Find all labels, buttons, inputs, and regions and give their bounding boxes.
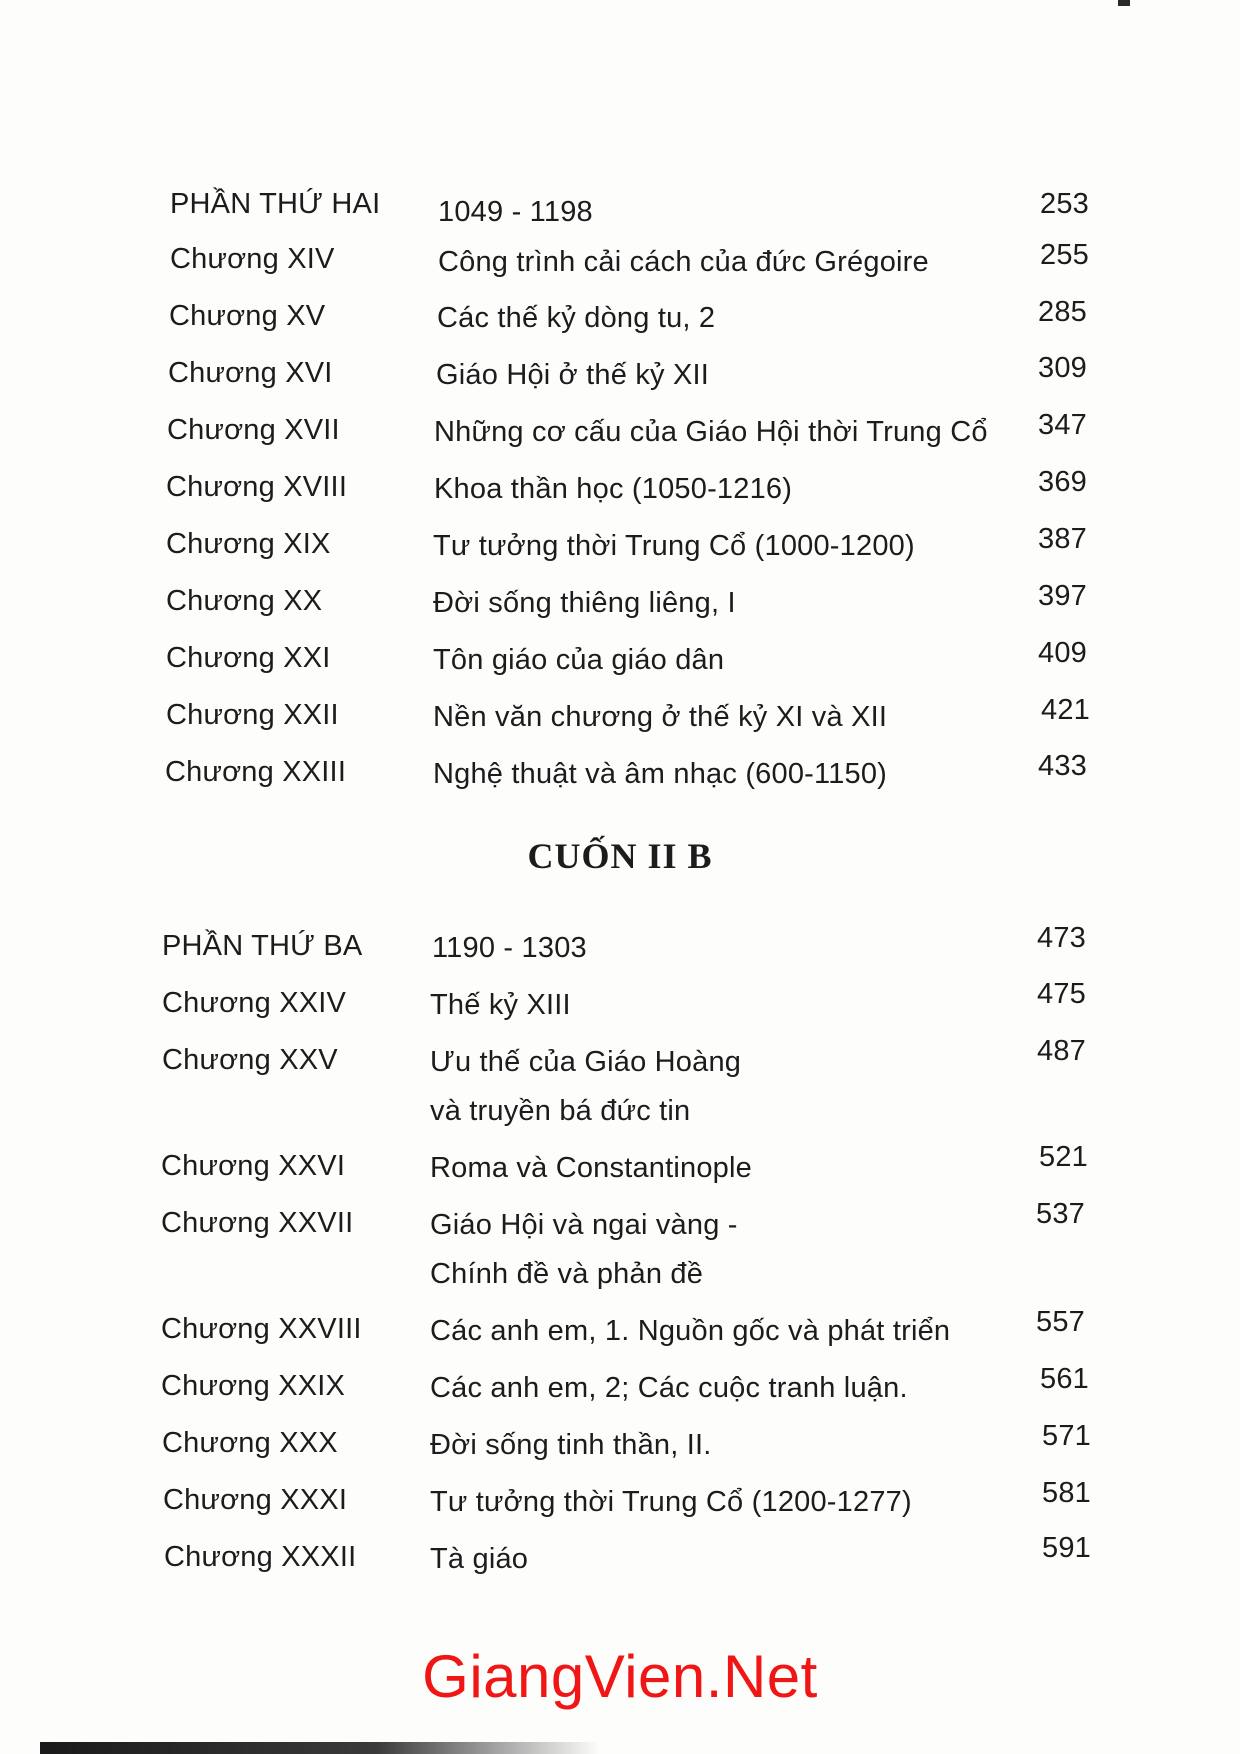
toc-part-three-row bbox=[162, 922, 1086, 980]
toc-row bbox=[161, 1141, 1088, 1200]
chapter-label: Chương XXVII bbox=[161, 1207, 354, 1239]
page-number: 409 bbox=[1038, 637, 1087, 669]
toc-row bbox=[167, 409, 1087, 464]
page-number: 255 bbox=[1040, 239, 1089, 271]
chapter-title: Các anh em, 2; Các cuộc tranh luận. bbox=[430, 1372, 908, 1404]
toc-row bbox=[163, 1477, 1091, 1534]
chapter-title: Công trình cải cách của đức Grégoire bbox=[438, 246, 929, 278]
toc-row bbox=[161, 1198, 1085, 1290]
page-number: 475 bbox=[1037, 978, 1086, 1010]
chapter-title: Tư tưởng thời Trung Cổ (1200-1277) bbox=[430, 1486, 912, 1518]
toc-row bbox=[165, 750, 1087, 806]
chapter-title: Các thế kỷ dòng tu, 2 bbox=[437, 302, 716, 334]
chapter-label: Chương XVIII bbox=[166, 471, 348, 503]
page-number: 253 bbox=[1040, 188, 1089, 220]
toc-row bbox=[168, 352, 1088, 407]
page-number: 309 bbox=[1038, 352, 1087, 384]
chapter-title: Tư tưởng thời Trung Cổ (1000-1200) bbox=[433, 530, 915, 562]
page-number: 571 bbox=[1042, 1420, 1091, 1452]
chapter-title: Giáo Hội và ngai vàng - bbox=[430, 1209, 738, 1241]
toc-row bbox=[161, 1306, 1085, 1363]
toc-row bbox=[161, 1363, 1089, 1420]
chapter-label: Chương XXVI bbox=[161, 1150, 346, 1182]
part-label: PHẦN THỨ HAI bbox=[170, 188, 381, 220]
page-number: 561 bbox=[1040, 1363, 1089, 1395]
chapter-label: Chương XXIX bbox=[161, 1370, 346, 1402]
page-number: 397 bbox=[1038, 580, 1087, 612]
chapter-label: Chương XIV bbox=[170, 243, 335, 275]
page-number: 487 bbox=[1037, 1035, 1086, 1067]
page-number: 521 bbox=[1039, 1141, 1088, 1173]
volume-heading: CUỐN II B bbox=[527, 836, 713, 876]
chapter-label: Chương XXI bbox=[166, 642, 331, 674]
page-number: 347 bbox=[1038, 409, 1087, 441]
chapter-title: Các anh em, 1. Nguồn gốc và phát triển bbox=[430, 1315, 951, 1347]
chapter-title: Đời sống tinh thần, II. bbox=[430, 1429, 712, 1461]
part-title: 1190 - 1303 bbox=[432, 932, 587, 964]
page-number: 285 bbox=[1038, 296, 1087, 328]
toc-row bbox=[166, 694, 1090, 749]
toc-row bbox=[162, 1420, 1091, 1477]
chapter-title: Đời sống thiêng liêng, I bbox=[433, 587, 736, 619]
chapter-title: Tà giáo bbox=[430, 1543, 529, 1575]
scan-edge-shadow bbox=[40, 1742, 600, 1754]
page-number: 387 bbox=[1038, 523, 1087, 555]
toc-row bbox=[166, 580, 1087, 635]
chapter-label: Chương XV bbox=[169, 300, 326, 332]
page-number: 473 bbox=[1037, 922, 1086, 954]
chapter-title: Tôn giáo của giáo dân bbox=[433, 644, 725, 676]
page-number: 537 bbox=[1036, 1198, 1085, 1230]
toc-row bbox=[162, 1035, 1086, 1127]
chapter-label: Chương XXX bbox=[162, 1427, 338, 1459]
chapter-title: Roma và Constantinople bbox=[430, 1152, 752, 1184]
chapter-title: Thế kỷ XIII bbox=[430, 989, 571, 1021]
page-number: 591 bbox=[1042, 1532, 1091, 1564]
page-number: 369 bbox=[1038, 466, 1087, 498]
scan-edge-mark bbox=[1118, 0, 1130, 6]
chapter-title: Khoa thần học (1050-1216) bbox=[434, 473, 793, 505]
chapter-label: Chương XVI bbox=[168, 357, 333, 389]
toc-row bbox=[166, 637, 1087, 692]
chapter-label: Chương XXV bbox=[162, 1044, 338, 1076]
chapter-label: Chương XX bbox=[166, 585, 323, 617]
chapter-label: Chương XIX bbox=[166, 528, 331, 560]
chapter-label: Chương XXII bbox=[166, 699, 339, 731]
part-label: PHẦN THỨ BA bbox=[162, 930, 363, 962]
chapter-title: Nghệ thuật và âm nhạc (600-1150) bbox=[433, 758, 888, 790]
chapter-label: Chương XXVIII bbox=[161, 1313, 362, 1345]
chapter-title: Ưu thế của Giáo Hoàng bbox=[430, 1046, 742, 1078]
chapter-label: Chương XXIII bbox=[165, 756, 347, 788]
toc-part-two-row bbox=[170, 188, 1090, 238]
toc-row bbox=[166, 466, 1087, 521]
chapter-title-continued: và truyền bá đức tin bbox=[430, 1095, 691, 1127]
chapter-title: Giáo Hội ở thế kỷ XII bbox=[436, 359, 710, 391]
chapter-title-continued: Chính đề và phản đề bbox=[430, 1258, 704, 1290]
page-number: 557 bbox=[1036, 1306, 1085, 1338]
chapter-label: Chương XVII bbox=[167, 414, 340, 446]
chapter-label: Chương XXXI bbox=[163, 1484, 348, 1516]
toc-row bbox=[170, 239, 1090, 293]
toc-row bbox=[169, 296, 1089, 350]
chapter-title: Nền văn chương ở thế kỷ XI và XII bbox=[433, 701, 888, 733]
page-number: 433 bbox=[1038, 750, 1087, 782]
chapter-label: Chương XXXII bbox=[164, 1541, 357, 1573]
chapter-title: Những cơ cấu của Giáo Hội thời Trung Cổ bbox=[434, 416, 988, 448]
part-title: 1049 - 1198 bbox=[438, 196, 593, 228]
toc-row bbox=[166, 523, 1087, 578]
toc-row bbox=[164, 1532, 1091, 1591]
chapter-label: Chương XXIV bbox=[162, 987, 347, 1019]
watermark-text: GiangVien.Net bbox=[422, 1643, 818, 1710]
page-number: 581 bbox=[1042, 1477, 1091, 1509]
page-number: 421 bbox=[1041, 694, 1090, 726]
toc-row bbox=[162, 978, 1086, 1037]
